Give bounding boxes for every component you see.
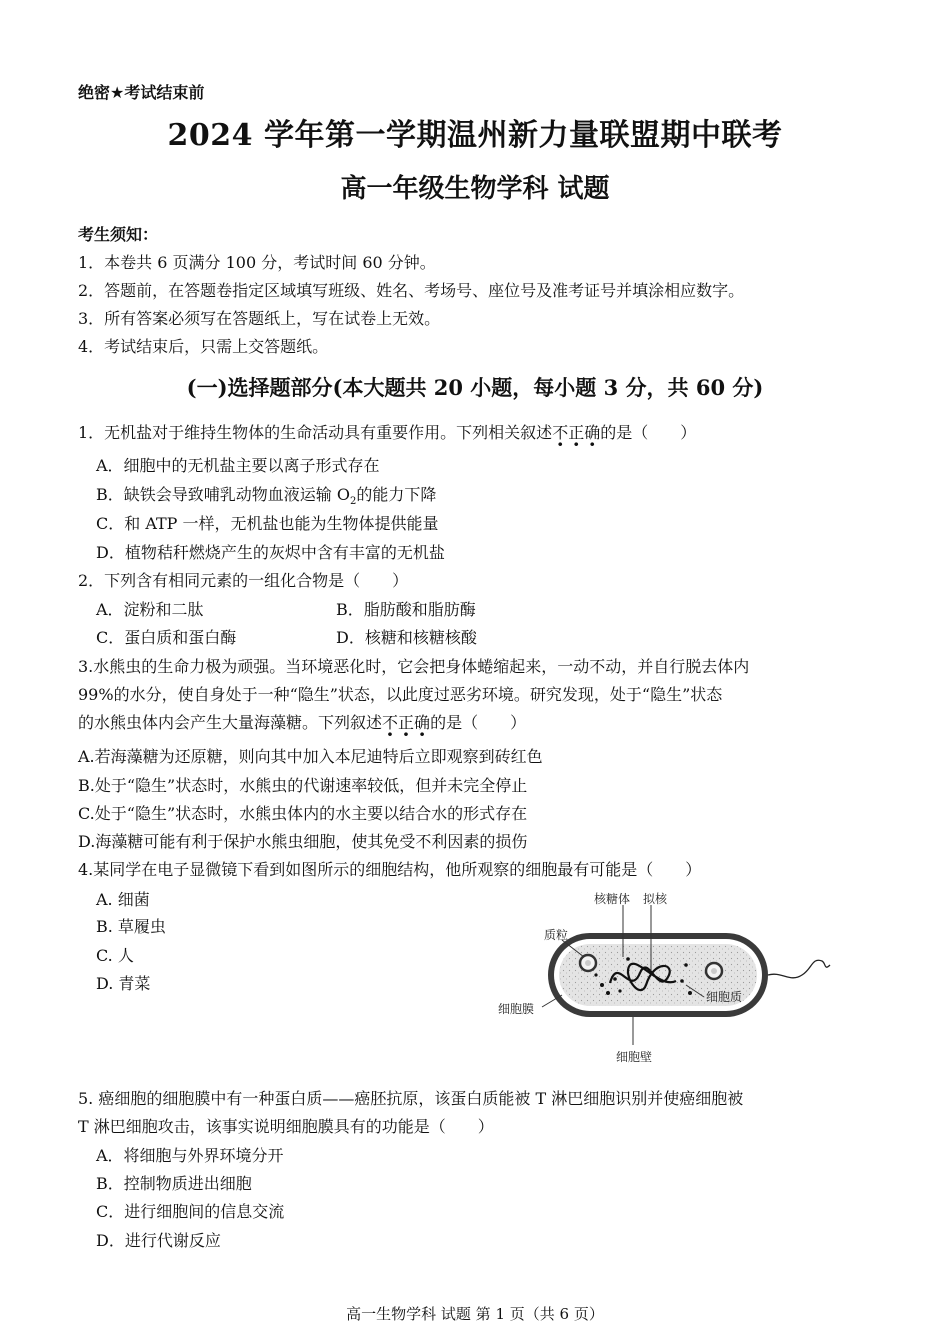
q4-option-b[interactable]: B. 草履虫 — [96, 917, 166, 936]
q1-option-c[interactable]: C．和 ATP 一样，无机盐也能为生物体提供能量 — [96, 514, 439, 533]
q3-option-a[interactable]: A.若海藻糖为还原糖，则向其中加入本尼迪特后立即观察到砖红色 — [78, 747, 543, 766]
question-5-stem-line2: T 淋巴细胞攻击，该事实说明细胞膜具有的功能是（ ） — [78, 1117, 494, 1136]
q2-option-a[interactable]: A．淀粉和二肽 — [96, 600, 204, 619]
notice-item: 2．答题前，在答题卷指定区域填写班级、姓名、考场号、座位号及准考证号并填涂相应数字。 — [78, 281, 745, 300]
q5-option-d[interactable]: D．进行代谢反应 — [96, 1231, 221, 1250]
section-heading: (一)选择题部分(本大题共 20 小题，每小题 3 分，共 60 分) — [186, 375, 764, 400]
bacterium-figure — [490, 885, 840, 1075]
label-plasmid: 质粒 — [544, 928, 569, 942]
notice-item: 4．考试结束后，只需上交答题纸。 — [78, 337, 329, 356]
q1-option-a[interactable]: A．细胞中的无机盐主要以离子形式存在 — [96, 456, 380, 475]
q2-option-c[interactable]: C．蛋白质和蛋白酶 — [96, 628, 237, 647]
question-3-stem-line1: 3.水熊虫的生命力极为顽强。当环境恶化时，它会把身体蜷缩起来，一动不动，并自行脱去体内 — [78, 657, 750, 676]
question-4-stem: 4.某同学在电子显微镜下看到如图所示的细胞结构，他所观察的细胞最有可能是（ ） — [78, 860, 702, 879]
q4-option-d[interactable]: D. 青菜 — [96, 974, 151, 993]
question-2-stem: 2．下列含有相同元素的一组化合物是（ ） — [78, 571, 409, 590]
exam-title: 2024 学年第一学期温州新力量联盟期中联考 — [167, 118, 783, 153]
q3-option-c[interactable]: C.处于“隐生”状态时，水熊虫体内的水主要以结合水的形式存在 — [78, 804, 528, 823]
q2-option-d[interactable]: D．核糖和核糖核酸 — [336, 628, 477, 647]
label-wall: 细胞壁 — [616, 1050, 653, 1064]
notice-item: 1．本卷共 6 页满分 100 分，考试时间 60 分钟。 — [78, 253, 436, 272]
q5-option-a[interactable]: A．将细胞与外界环境分开 — [96, 1146, 284, 1165]
label-cytoplasm: 细胞质 — [706, 990, 743, 1004]
q5-option-c[interactable]: C．进行细胞间的信息交流 — [96, 1202, 285, 1221]
label-membrane: 细胞膜 — [498, 1002, 535, 1016]
q4-option-c[interactable]: C. 人 — [96, 946, 134, 965]
q4-option-a[interactable]: A. 细菌 — [96, 890, 150, 909]
flagellum — [768, 960, 830, 978]
notice-heading: 考生须知： — [78, 225, 159, 244]
question-3-stem-line2: 99%的水分，使自身处于一种“隐生”状态，以此度过恶劣环境。研究发现，处于“隐生”状态 — [78, 685, 723, 704]
label-nucleoid: 拟核 — [643, 892, 668, 906]
page-footer: 高一生物学科 试题 第 1 页（共 6 页） — [346, 1305, 604, 1323]
q5-option-b[interactable]: B．控制物质进出细胞 — [96, 1174, 252, 1193]
question-5-stem-line1: 5. 癌细胞的细胞膜中有一种蛋白质——癌胚抗原，该蛋白质能被 T 淋巴细胞识别并使癌细胞被 — [78, 1089, 744, 1108]
q2-option-b[interactable]: B．脂肪酸和脂肪酶 — [336, 600, 476, 619]
question-1-stem: 1．无机盐对于维持生物体的生命活动具有重要作用。下列相关叙述不正确的是（ ） — [78, 423, 697, 442]
label-ribosome: 核糖体 — [594, 892, 631, 906]
q3-option-d[interactable]: D.海藻糖可能有利于保护水熊虫细胞，使其免受不利因素的损伤 — [78, 832, 528, 851]
q3-option-b[interactable]: B.处于“隐生”状态时，水熊虫的代谢速率较低，但并未完全停止 — [78, 776, 528, 795]
confidential-label: 绝密★考试结束前 — [78, 83, 205, 102]
q1-option-d[interactable]: D．植物秸秆燃烧产生的灰烬中含有丰富的无机盐 — [96, 543, 445, 562]
question-3-stem-line3: 的水熊虫体内会产生大量海藻糖。下列叙述不正确的是（ ） — [78, 713, 527, 732]
q1-option-b[interactable]: B．缺铁会导致哺乳动物血液运输 $O_2$的能力下降 — [96, 485, 437, 508]
exam-subtitle: 高一年级生物学科 试题 — [340, 174, 610, 204]
notice-item: 3．所有答案必须写在答题纸上，写在试卷上无效。 — [78, 309, 441, 328]
